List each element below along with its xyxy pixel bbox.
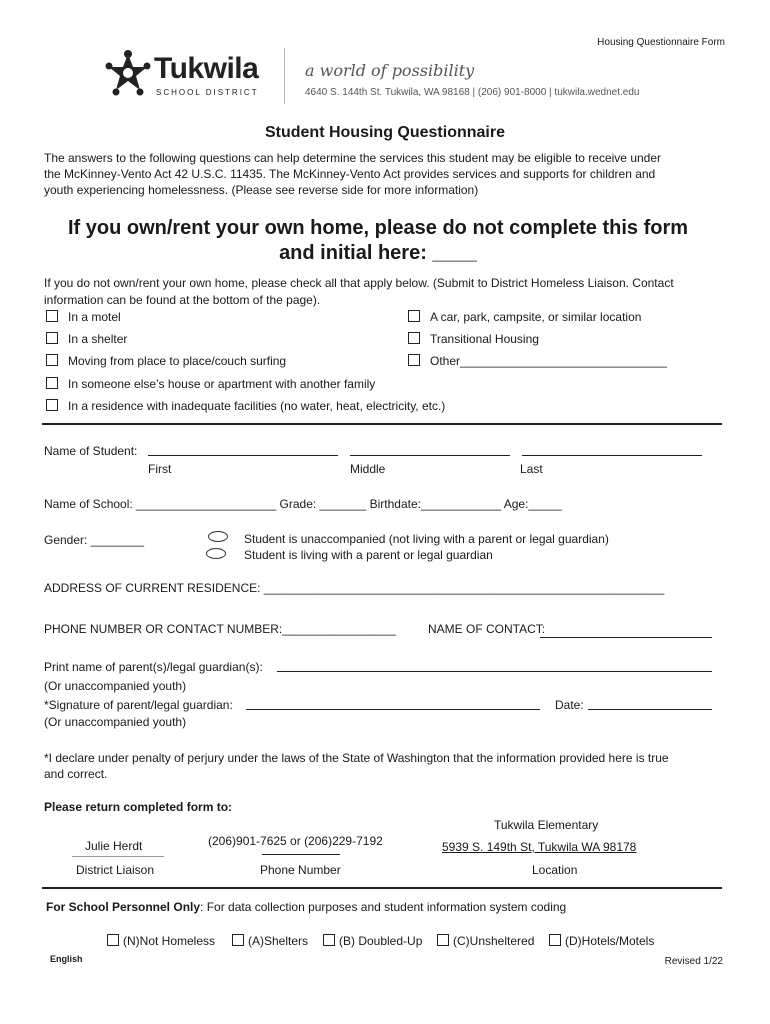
guardian-print-label: Print name of parent(s)/legal guardian(s):: [44, 660, 263, 674]
instructions-line: If you do not own/rent your own home, please check all that apply below. (Submit to District Homeless Liaison. Contact: [44, 276, 674, 290]
star-logo-icon: [104, 48, 152, 98]
unaccompanied-radio[interactable]: [208, 531, 228, 542]
code-shelters[interactable]: (A)Shelters: [232, 934, 308, 948]
checkbox[interactable]: [46, 310, 58, 322]
tagline: a world of possibility: [305, 61, 475, 80]
own-home-notice: If you own/rent your own home, please do not complete this form: [67, 217, 689, 239]
intro-line: youth experiencing homelessness. (Please see reverse side for more information): [44, 183, 479, 197]
school-location: 5939 S. 149th St, Tukwila WA 98178: [442, 840, 637, 854]
language-label: English: [50, 954, 83, 964]
page-title: Student Housing Questionnaire: [264, 124, 505, 141]
checkbox[interactable]: [408, 354, 420, 366]
liaison-phone: (206)901-7625 or (206)229-7192: [208, 834, 383, 848]
checkbox[interactable]: [46, 377, 58, 389]
instructions-line: information can be found at the bottom of the page).: [44, 293, 321, 307]
liaison-name: Julie Herdt: [85, 839, 143, 853]
revision-label: Revised 1/22: [664, 956, 723, 967]
last-caption: Last: [520, 462, 543, 476]
first-caption: First: [148, 462, 172, 476]
phone-field[interactable]: PHONE NUMBER OR CONTACT NUMBER:_________________: [44, 622, 396, 636]
section-divider: [42, 423, 722, 425]
signature-label: *Signature of parent/legal guardian:: [44, 698, 233, 712]
contact-name-label: NAME OF CONTACT:: [428, 622, 546, 636]
date-label: Date:: [555, 698, 584, 712]
first-name-field[interactable]: [148, 455, 338, 456]
contact-name-field[interactable]: [540, 637, 712, 638]
checkbox[interactable]: [323, 934, 335, 946]
signature-field[interactable]: [246, 709, 540, 710]
checkbox[interactable]: [232, 934, 244, 946]
personnel-heading: For School Personnel Only: [46, 900, 201, 914]
district-logo: [104, 48, 274, 100]
code-hotels-motels[interactable]: (D)Hotels/Motels: [549, 934, 654, 948]
option-inadequate-facilities[interactable]: In a residence with inadequate facilities (no water, heat, electricity, etc.): [46, 399, 445, 413]
checkbox[interactable]: [46, 354, 58, 366]
checkbox[interactable]: [46, 332, 58, 344]
declaration-line: *I declare under penalty of perjury under the laws of the State of Washington that the information provided here is true: [44, 751, 669, 765]
middle-caption: Middle: [350, 462, 386, 476]
checkbox[interactable]: [46, 399, 58, 411]
location-caption: Location: [532, 863, 578, 877]
checkbox[interactable]: [408, 310, 420, 322]
logo-name: Tukwila: [154, 52, 259, 85]
last-name-field[interactable]: [522, 455, 702, 456]
option-other[interactable]: Other_______________________________: [408, 354, 667, 368]
code-not-homeless[interactable]: (N)Not Homeless: [107, 934, 215, 948]
checkbox[interactable]: [437, 934, 449, 946]
form-name: Housing Questionnaire Form: [597, 37, 725, 48]
liaison-caption: District Liaison: [76, 863, 155, 877]
guardian-name-field[interactable]: [277, 671, 712, 672]
logo-subtitle: SCHOOL DISTRICT: [156, 88, 259, 97]
header-divider: [284, 48, 285, 104]
unaccompanied-label: Student is unaccompanied (not living with a parent or legal guardian): [244, 532, 609, 546]
with-parent-label: Student is living with a parent or legal guardian: [244, 548, 493, 562]
personnel-note: : For data collection purposes and student information system coding: [200, 900, 567, 914]
option-couch-surfing[interactable]: Moving from place to place/couch surfing: [46, 354, 286, 368]
or-unaccompanied-note: (Or unaccompanied youth): [44, 715, 187, 729]
intro-line: The answers to the following questions can help determine the services this student may be eligible to receive under: [44, 151, 662, 165]
with-parent-radio[interactable]: [206, 548, 226, 559]
option-motel[interactable]: In a motel: [46, 310, 121, 324]
intro-line: the McKinney-Vento Act 42 U.S.C. 11435. The McKinney-Vento Act provides services and supports for children and: [44, 167, 656, 181]
address-field[interactable]: ADDRESS OF CURRENT RESIDENCE: ____________________________________________________________: [44, 581, 665, 595]
school-grade-birthdate-line[interactable]: Name of School: _____________________ Grade: _______ Birthdate:____________ Age:_____: [44, 497, 562, 511]
personnel-line: [46, 900, 566, 914]
liaison-underline: [72, 856, 164, 857]
student-name-label: Name of Student:: [44, 444, 138, 458]
declaration-line: and correct.: [44, 767, 108, 781]
phone-underline: [262, 854, 340, 855]
code-unsheltered[interactable]: (C)Unsheltered: [437, 934, 534, 948]
date-field[interactable]: [588, 709, 712, 710]
district-address: 4640 S. 144th St. Tukwila, WA 98168 | (206) 901-8000 | tukwila.wednet.edu: [305, 87, 640, 98]
school-name: Tukwila Elementary: [494, 818, 599, 832]
option-transitional-housing[interactable]: Transitional Housing: [408, 332, 539, 346]
checkbox[interactable]: [107, 934, 119, 946]
gender-field[interactable]: Gender: ________: [44, 533, 145, 547]
checkbox[interactable]: [408, 332, 420, 344]
option-car-park[interactable]: A car, park, campsite, or similar location: [408, 310, 641, 324]
middle-name-field[interactable]: [350, 455, 510, 456]
or-unaccompanied-note: (Or unaccompanied youth): [44, 679, 187, 693]
checkbox[interactable]: [549, 934, 561, 946]
phone-caption: Phone Number: [260, 863, 341, 877]
code-doubled-up[interactable]: (B) Doubled-Up: [323, 934, 422, 948]
option-someone-elses-house[interactable]: In someone else’s house or apartment with another family: [46, 377, 375, 391]
personnel-divider: [42, 887, 722, 889]
return-heading: Please return completed form to:: [44, 800, 233, 814]
initial-here: and initial here: ____: [279, 242, 477, 264]
option-shelter[interactable]: In a shelter: [46, 332, 127, 346]
